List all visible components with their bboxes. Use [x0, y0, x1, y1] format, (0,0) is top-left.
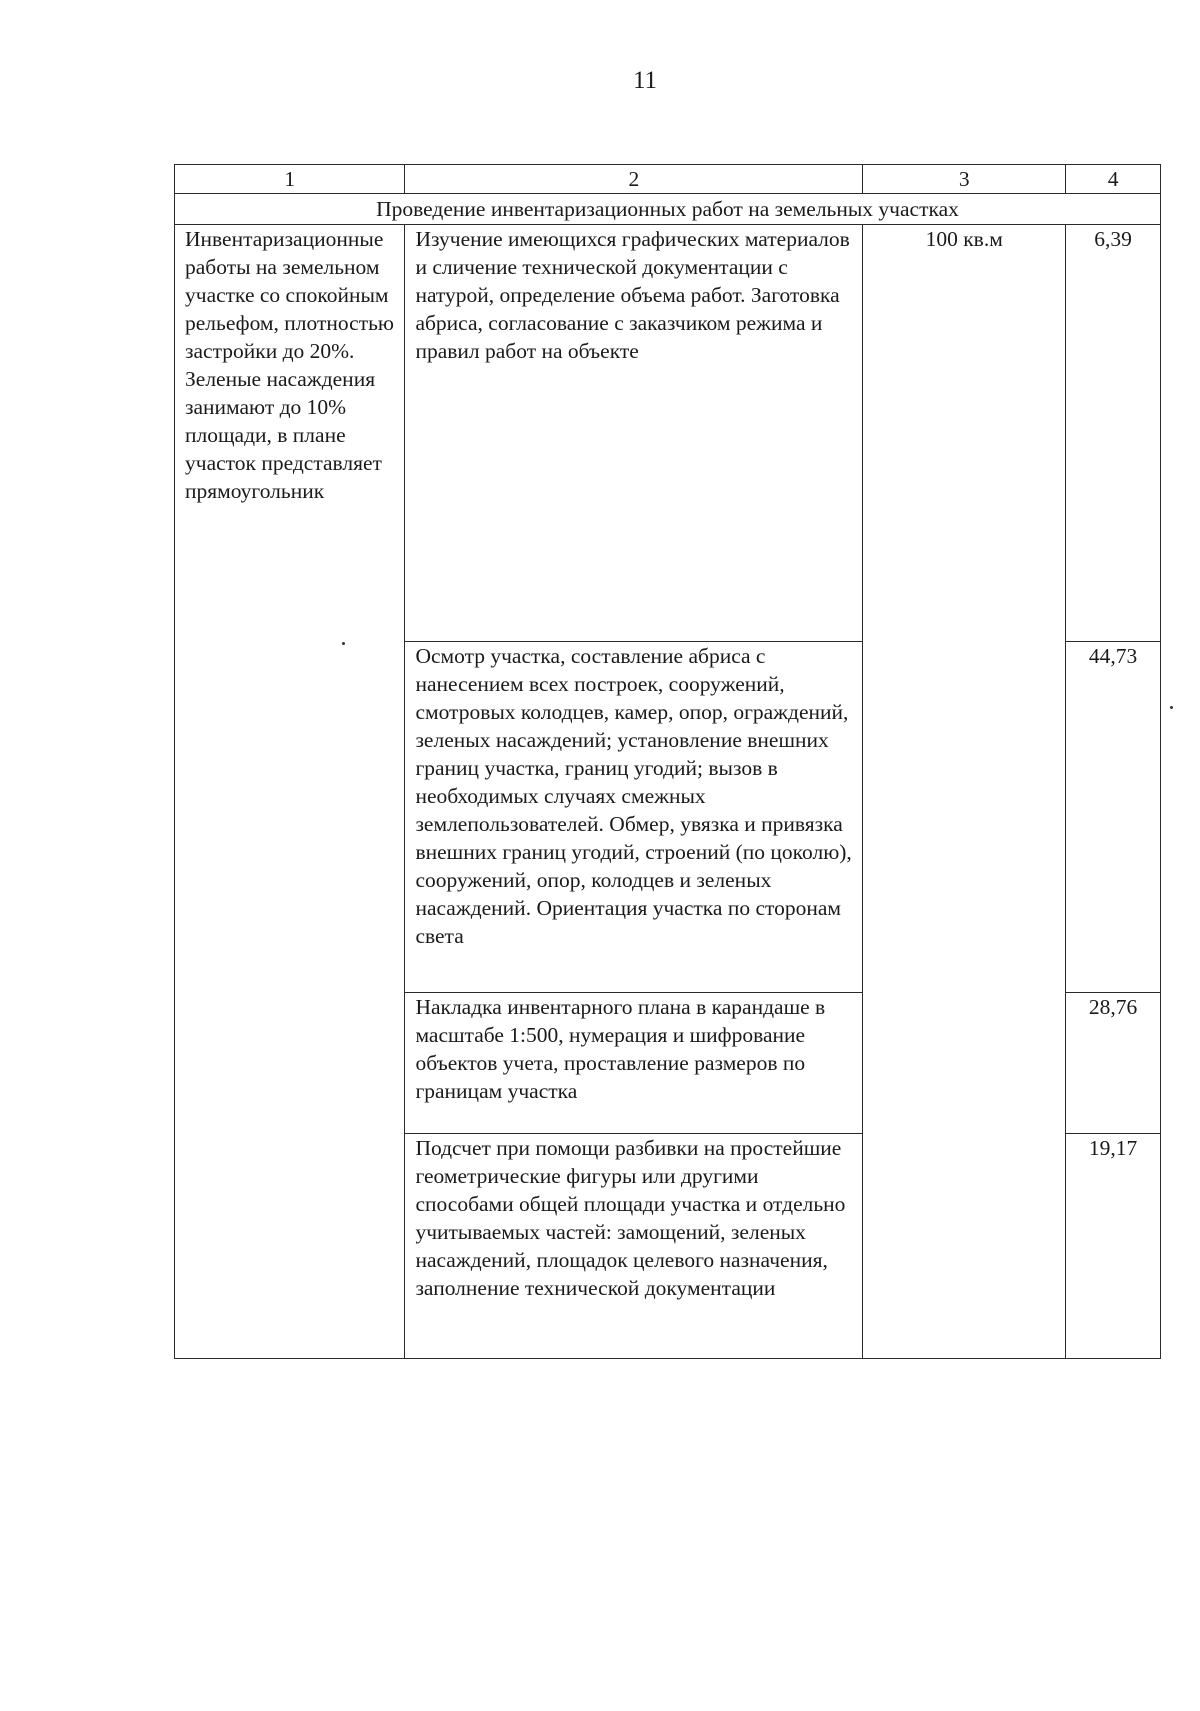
operation-description: Осмотр участка, составление абриса с нанесением всех построек, сооружений, смотровых колодцев, камер, опор, ограждений, зеленых насаждений; установление внешних границ участка, границ угодий; вызов в необходимых случаях смежных землепользователей. Обмер, увязка и привязка внешних границ угодий, строений (по цоколю), сооружений, опор, колодцев и зеленых насаждений. Ориентация участка по сторонам света — [405, 642, 863, 993]
norm-value: 19,17 — [1066, 1134, 1161, 1359]
scan-speck — [342, 642, 345, 645]
norm-value: 6,39 — [1066, 225, 1161, 642]
unit-cell: 100 кв.м — [863, 225, 1066, 1359]
norm-value: 44,73 — [1066, 642, 1161, 993]
section-row — [175, 194, 1161, 225]
page-number: 11 — [632, 67, 658, 94]
operation-description: Накладка инвентарного плана в карандаше в масштабе 1:500, нумерация и шифрование объектов учета, проставление размеров по границам участка — [405, 993, 863, 1134]
column-number-row — [175, 165, 1161, 194]
rates-table — [174, 164, 1161, 1359]
section-title: Проведение инвентаризационных работ на земельных участках — [175, 194, 1161, 225]
operation-description: Подсчет при помощи разбивки на простейшие геометрические фигуры или другими способами общей площади участка и отдельно учитываемых частей: замощений, зеленых насаждений, площадок целевого назначения, заполнение технической документации — [405, 1134, 863, 1359]
table-row — [175, 225, 1161, 642]
operation-description: Изучение имеющихся графических материалов и сличение технической документации с натурой, определение объема работ. Заготовка абриса, согласование с заказчиком режима и правил работ на объекте — [405, 225, 863, 642]
scan-speck — [1170, 706, 1173, 709]
column-number-2: 2 — [405, 165, 863, 194]
column-number-1: 1 — [175, 165, 405, 194]
column-number-3: 3 — [863, 165, 1066, 194]
norm-value: 28,76 — [1066, 993, 1161, 1134]
work-type-cell: Инвентаризационные работы на земельном участке со спокойным рельефом, плотностью застройки до 20%. Зеленые насаждения занимают до 10% площади, в плане участок представляет прямоугольник — [175, 225, 405, 1359]
column-number-4: 4 — [1066, 165, 1161, 194]
